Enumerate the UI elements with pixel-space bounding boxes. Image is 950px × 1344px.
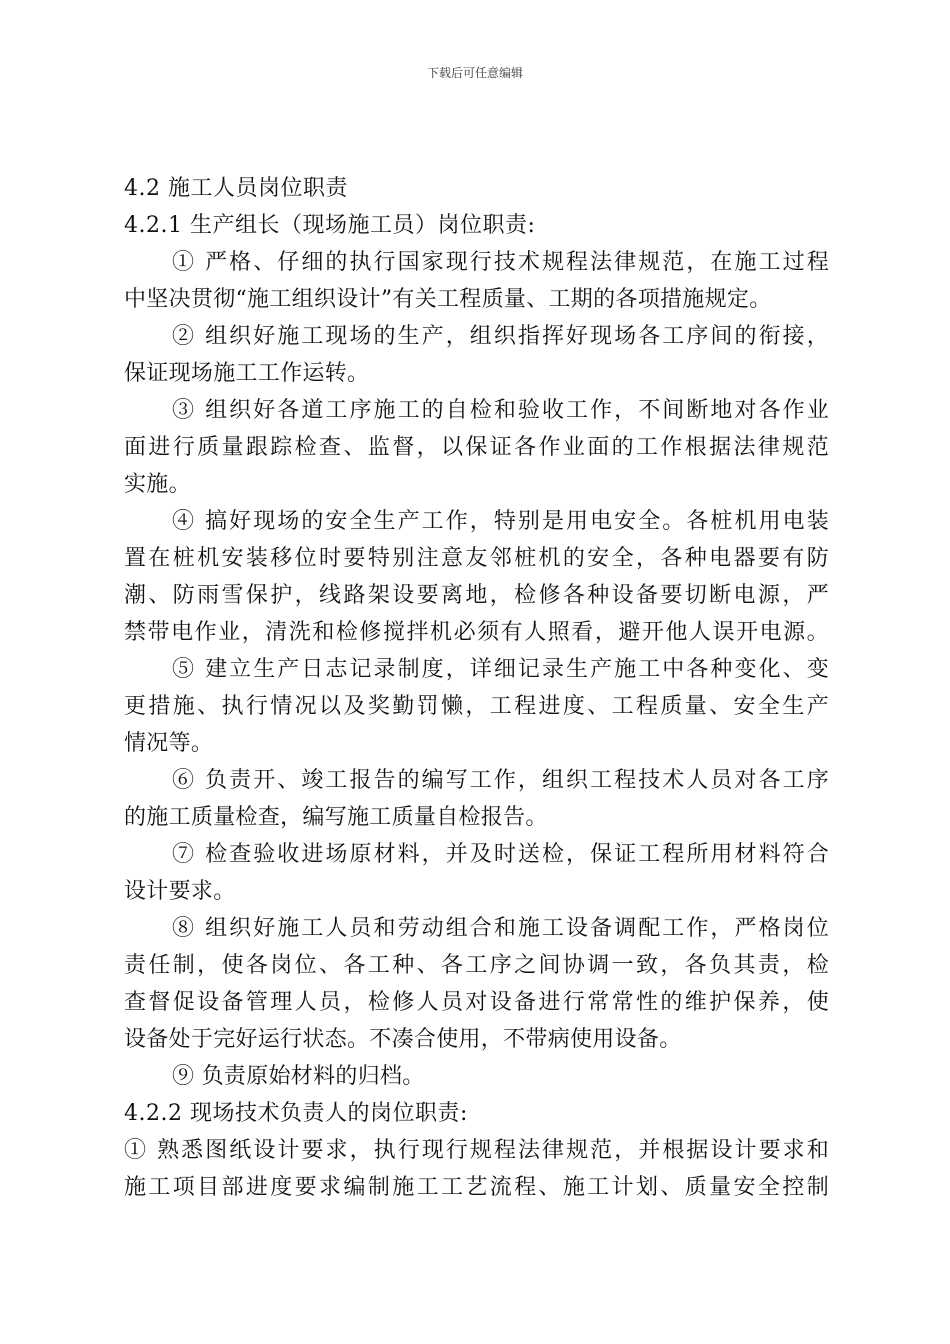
duty-item-line: ① 严格、仔细的执行国家现行技术规程法律规范，在施工过程 bbox=[172, 250, 829, 275]
duty-item-line: 更措施、执行情况以及奖勤罚懒，工程进度、工程质量、安全生产 bbox=[124, 694, 829, 719]
duty-item-line: 施工项目部进度要求编制施工工艺流程、施工计划、质量安全控制 bbox=[124, 1175, 829, 1200]
duty-item-line: ① 熟悉图纸设计要求，执行现行规程法律规范，并根据设计要求和 bbox=[124, 1138, 829, 1163]
duty-item-technical-1 bbox=[124, 1132, 829, 1206]
duty-item-3 bbox=[124, 392, 829, 503]
duty-item-7 bbox=[124, 836, 829, 910]
page-header: 下载后可任意编辑 bbox=[426, 66, 523, 80]
duty-item-8 bbox=[124, 910, 829, 1058]
duty-item-line: ④ 搞好现场的安全生产工作，特别是用电安全。各桩机用电装 bbox=[172, 509, 829, 534]
duty-item-line: ⑨ 负责原始材料的归档。 bbox=[172, 1064, 425, 1089]
duty-item-line: ⑤ 建立生产日志记录制度，详细记录生产施工中各种变化、变 bbox=[172, 657, 829, 682]
duty-item-line: 禁带电作业，清洗和检修搅拌机必须有人照看，避开他人误开电源。 bbox=[124, 620, 829, 645]
duty-item-line: 实施。 bbox=[124, 472, 191, 497]
duty-item-6 bbox=[124, 762, 829, 836]
duty-item-line: 的施工质量检查，编写施工质量自检报告。 bbox=[124, 805, 548, 830]
duty-item-line: 保证现场施工工作运转。 bbox=[124, 361, 370, 386]
duty-item-line: 设计要求。 bbox=[124, 879, 236, 904]
subsection-title-technical-lead: 4.2.2 现场技术负责人的岗位职责: bbox=[124, 1101, 468, 1126]
duty-item-line: 面进行质量跟踪检查、监督，以保证各作业面的工作根据法律规范 bbox=[124, 435, 829, 460]
duty-item-line: ⑦ 检查验收进场原材料，并及时送检，保证工程所用材料符合 bbox=[172, 842, 829, 867]
duty-item-line: 查督促设备管理人员，检修人员对设备进行常常性的维护保养，使 bbox=[124, 990, 829, 1015]
duty-item-line: 设备处于完好运行状态。不凑合使用，不带病使用设备。 bbox=[124, 1027, 682, 1052]
duty-item-line: 潮、防雨雪保护，线路架设要离地，检修各种设备要切断电源，严 bbox=[124, 583, 829, 608]
duty-item-4 bbox=[124, 503, 829, 651]
duty-item-line: ⑧ 组织好施工人员和劳动组合和施工设备调配工作，严格岗位 bbox=[172, 916, 829, 941]
duty-item-1 bbox=[124, 244, 829, 318]
duty-item-line: 责任制，使各岗位、各工种、各工序之间协调一致，各负其责，检 bbox=[124, 953, 829, 978]
duty-item-line: ⑥ 负责开、竣工报告的编写工作，组织工程技术人员对各工序 bbox=[172, 768, 829, 793]
duty-item-9 bbox=[124, 1058, 829, 1095]
subsection-title-production-leader: 4.2.1 生产组长（现场施工员）岗位职责: bbox=[124, 213, 536, 238]
duty-item-2 bbox=[124, 318, 829, 392]
document-body bbox=[124, 170, 829, 1206]
duty-item-line: 情况等。 bbox=[124, 731, 214, 756]
duty-item-line: ③ 组织好各道工序施工的自检和验收工作，不间断地对各作业 bbox=[172, 398, 829, 423]
duty-item-line: 置在桩机安装移位时要特别注意友邻桩机的安全，各种电器要有防 bbox=[124, 546, 829, 571]
duty-item-5 bbox=[124, 651, 829, 762]
section-title: 4.2 施工人员岗位职责 bbox=[124, 176, 348, 201]
duty-item-line: 中坚决贯彻“施工组织设计”有关工程质量、工期的各项措施规定。 bbox=[124, 287, 772, 312]
duty-item-line: ② 组织好施工现场的生产，组织指挥好现场各工序间的衔接， bbox=[172, 324, 829, 349]
